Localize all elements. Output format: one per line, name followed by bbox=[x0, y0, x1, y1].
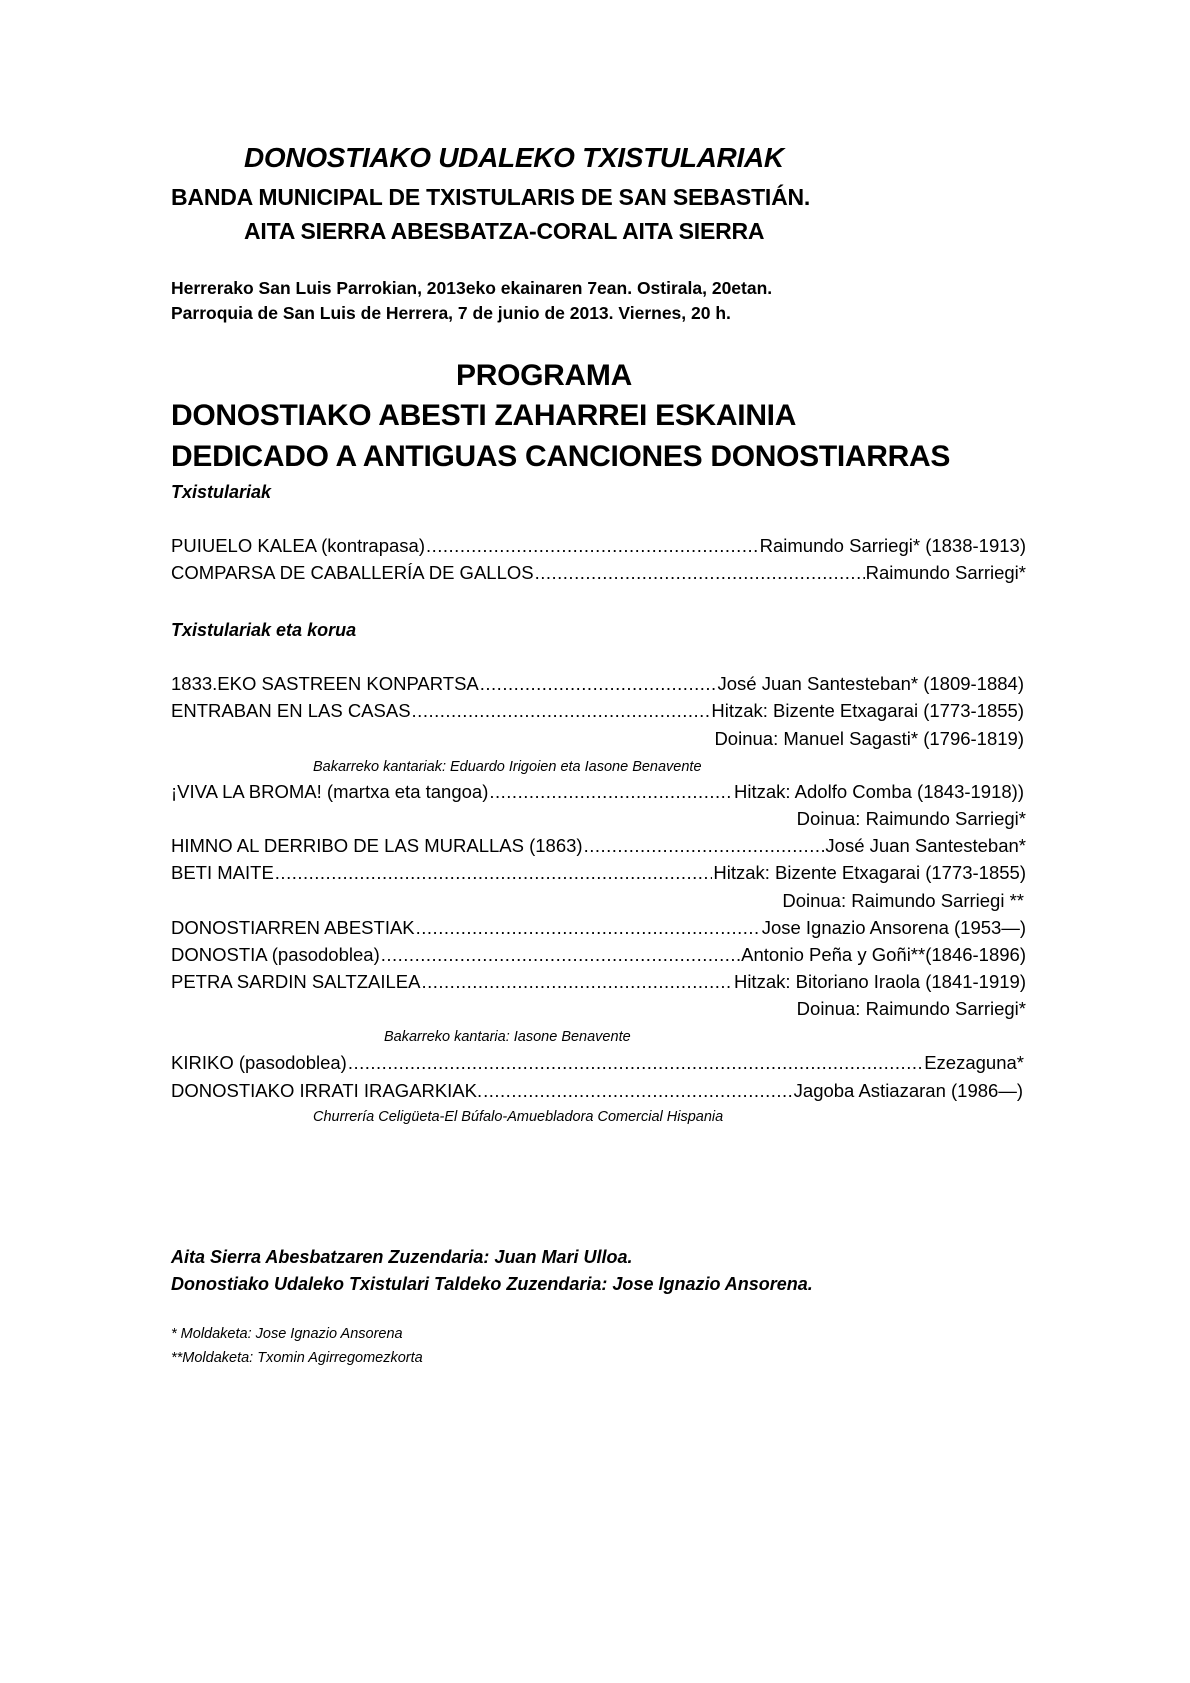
item-author: Raimundo Sarriegi* bbox=[865, 562, 1026, 583]
item-author: Hitzak: Adolfo Comba (1843-1918)) bbox=[734, 781, 1024, 802]
item-title: HIMNO AL DERRIBO DE LAS MURALLAS (1863) bbox=[171, 835, 583, 856]
leader-dots bbox=[412, 700, 711, 722]
program-item bbox=[171, 1080, 1023, 1106]
leader-dots bbox=[416, 917, 761, 939]
leader-dots bbox=[535, 562, 865, 584]
program-item bbox=[171, 535, 1026, 561]
item-author: Hitzak: Bitoriano Iraola (1841-1919) bbox=[733, 971, 1026, 992]
item-extra: Doinua: Raimundo Sarriegi* bbox=[796, 808, 1026, 829]
leader-dots bbox=[480, 673, 717, 695]
leader-dots bbox=[381, 944, 740, 966]
item-title: COMPARSA DE CABALLERÍA DE GALLOS bbox=[171, 562, 534, 583]
program-item bbox=[171, 781, 1024, 807]
item-title: DONOSTIA (pasodoblea) bbox=[171, 944, 380, 965]
item-extra: Doinua: Manuel Sagasti* (1796-1819) bbox=[714, 728, 1024, 749]
program-item bbox=[171, 862, 1026, 888]
leader-dots bbox=[483, 1080, 793, 1102]
choir-title: AITA SIERRA ABESBATZA-CORAL AITA SIERRA bbox=[244, 218, 765, 244]
item-extra: Doinua: Raimundo Sarriegi ** bbox=[782, 890, 1024, 911]
title-spanish: BANDA MUNICIPAL DE TXISTULARIS DE SAN SEBASTIÁN. bbox=[171, 184, 811, 210]
item-title: PUIUELO KALEA (kontrapasa) bbox=[171, 535, 425, 556]
item-note: Churrería Celigüeta-El Búfalo-Amuebladora Comercial Hispania bbox=[313, 1109, 724, 1125]
leader-dots bbox=[421, 971, 732, 993]
item-title: PETRA SARDIN SALTZAILEA bbox=[171, 971, 421, 992]
program-item bbox=[171, 562, 1026, 588]
section-title-txistulariak: Txistulariak bbox=[171, 482, 272, 502]
item-author: Hitzak: Bizente Etxagarai (1773-1855) bbox=[713, 862, 1026, 883]
item-title: ENTRABAN EN LAS CASAS bbox=[171, 700, 411, 721]
section-title-txistulariak-eta-korua: Txistulariak eta korua bbox=[171, 620, 357, 640]
item-title: ¡VIVA LA BROMA! (martxa eta tangoa) bbox=[171, 781, 489, 802]
program-item bbox=[171, 700, 1024, 726]
program-item bbox=[171, 835, 1026, 861]
footnote-double: **Moldaketa: Txomin Agirregomezkorta bbox=[171, 1350, 423, 1366]
program-item bbox=[171, 944, 1026, 970]
leader-dots bbox=[275, 862, 713, 884]
program-item bbox=[171, 673, 1024, 699]
choir-director: Aita Sierra Abesbatzaren Zuzendaria: Juan Mari Ulloa. bbox=[171, 1247, 633, 1267]
item-author: Antonio Peña y Goñi**(1846-1896) bbox=[741, 944, 1026, 965]
leader-dots bbox=[584, 835, 825, 857]
footnote-single: * Moldaketa: Jose Ignazio Ansorena bbox=[171, 1326, 403, 1342]
item-title: 1833.EKO SASTREEN KONPARTSA bbox=[171, 673, 479, 694]
program-subtitle-basque: DONOSTIAKO ABESTI ZAHARREI ESKAINIA bbox=[171, 399, 797, 432]
item-author: Ezezaguna* bbox=[924, 1052, 1024, 1073]
item-note: Bakarreko kantariak: Eduardo Irigoien eta Iasone Benavente bbox=[313, 759, 702, 775]
leader-dots bbox=[489, 781, 733, 803]
item-author: Jose Ignazio Ansorena (1953—) bbox=[761, 917, 1026, 938]
program-item bbox=[171, 971, 1026, 997]
item-title: KIRIKO (pasodoblea) bbox=[171, 1052, 347, 1073]
item-note: Bakarreko kantaria: Iasone Benavente bbox=[384, 1029, 631, 1045]
title-basque: DONOSTIAKO UDALEKO TXISTULARIAK bbox=[244, 142, 784, 173]
item-author: José Juan Santesteban* (1809-1884) bbox=[717, 673, 1024, 694]
program-item bbox=[171, 1052, 1024, 1078]
venue-basque: Herrerako San Luis Parrokian, 2013eko ekainaren 7ean. Ostirala, 20etan. bbox=[171, 278, 773, 298]
program-item bbox=[171, 917, 1026, 943]
item-author: José Juan Santesteban* bbox=[825, 835, 1026, 856]
leader-dots bbox=[426, 535, 759, 557]
item-extra: Doinua: Raimundo Sarriegi* bbox=[796, 998, 1026, 1019]
item-title: DONOSTIAKO IRRATI IRAGARKIAK. bbox=[171, 1080, 483, 1101]
item-author: Jagoba Astiazaran (1986—) bbox=[793, 1080, 1023, 1101]
venue-spanish: Parroquia de San Luis de Herrera, 7 de junio de 2013. Viernes, 20 h. bbox=[171, 303, 731, 323]
program-subtitle-spanish: DEDICADO A ANTIGUAS CANCIONES DONOSTIARRAS bbox=[171, 440, 951, 473]
item-title: BETI MAITE bbox=[171, 862, 274, 883]
leader-dots bbox=[348, 1052, 923, 1074]
program-heading: PROGRAMA bbox=[456, 359, 632, 392]
item-author: Hitzak: Bizente Etxagarai (1773-1855) bbox=[711, 700, 1024, 721]
item-author: Raimundo Sarriegi* (1838-1913) bbox=[759, 535, 1026, 556]
band-director: Donostiako Udaleko Txistulari Taldeko Zuzendaria: Jose Ignazio Ansorena. bbox=[171, 1274, 813, 1294]
item-title: DONOSTIARREN ABESTIAK bbox=[171, 917, 415, 938]
